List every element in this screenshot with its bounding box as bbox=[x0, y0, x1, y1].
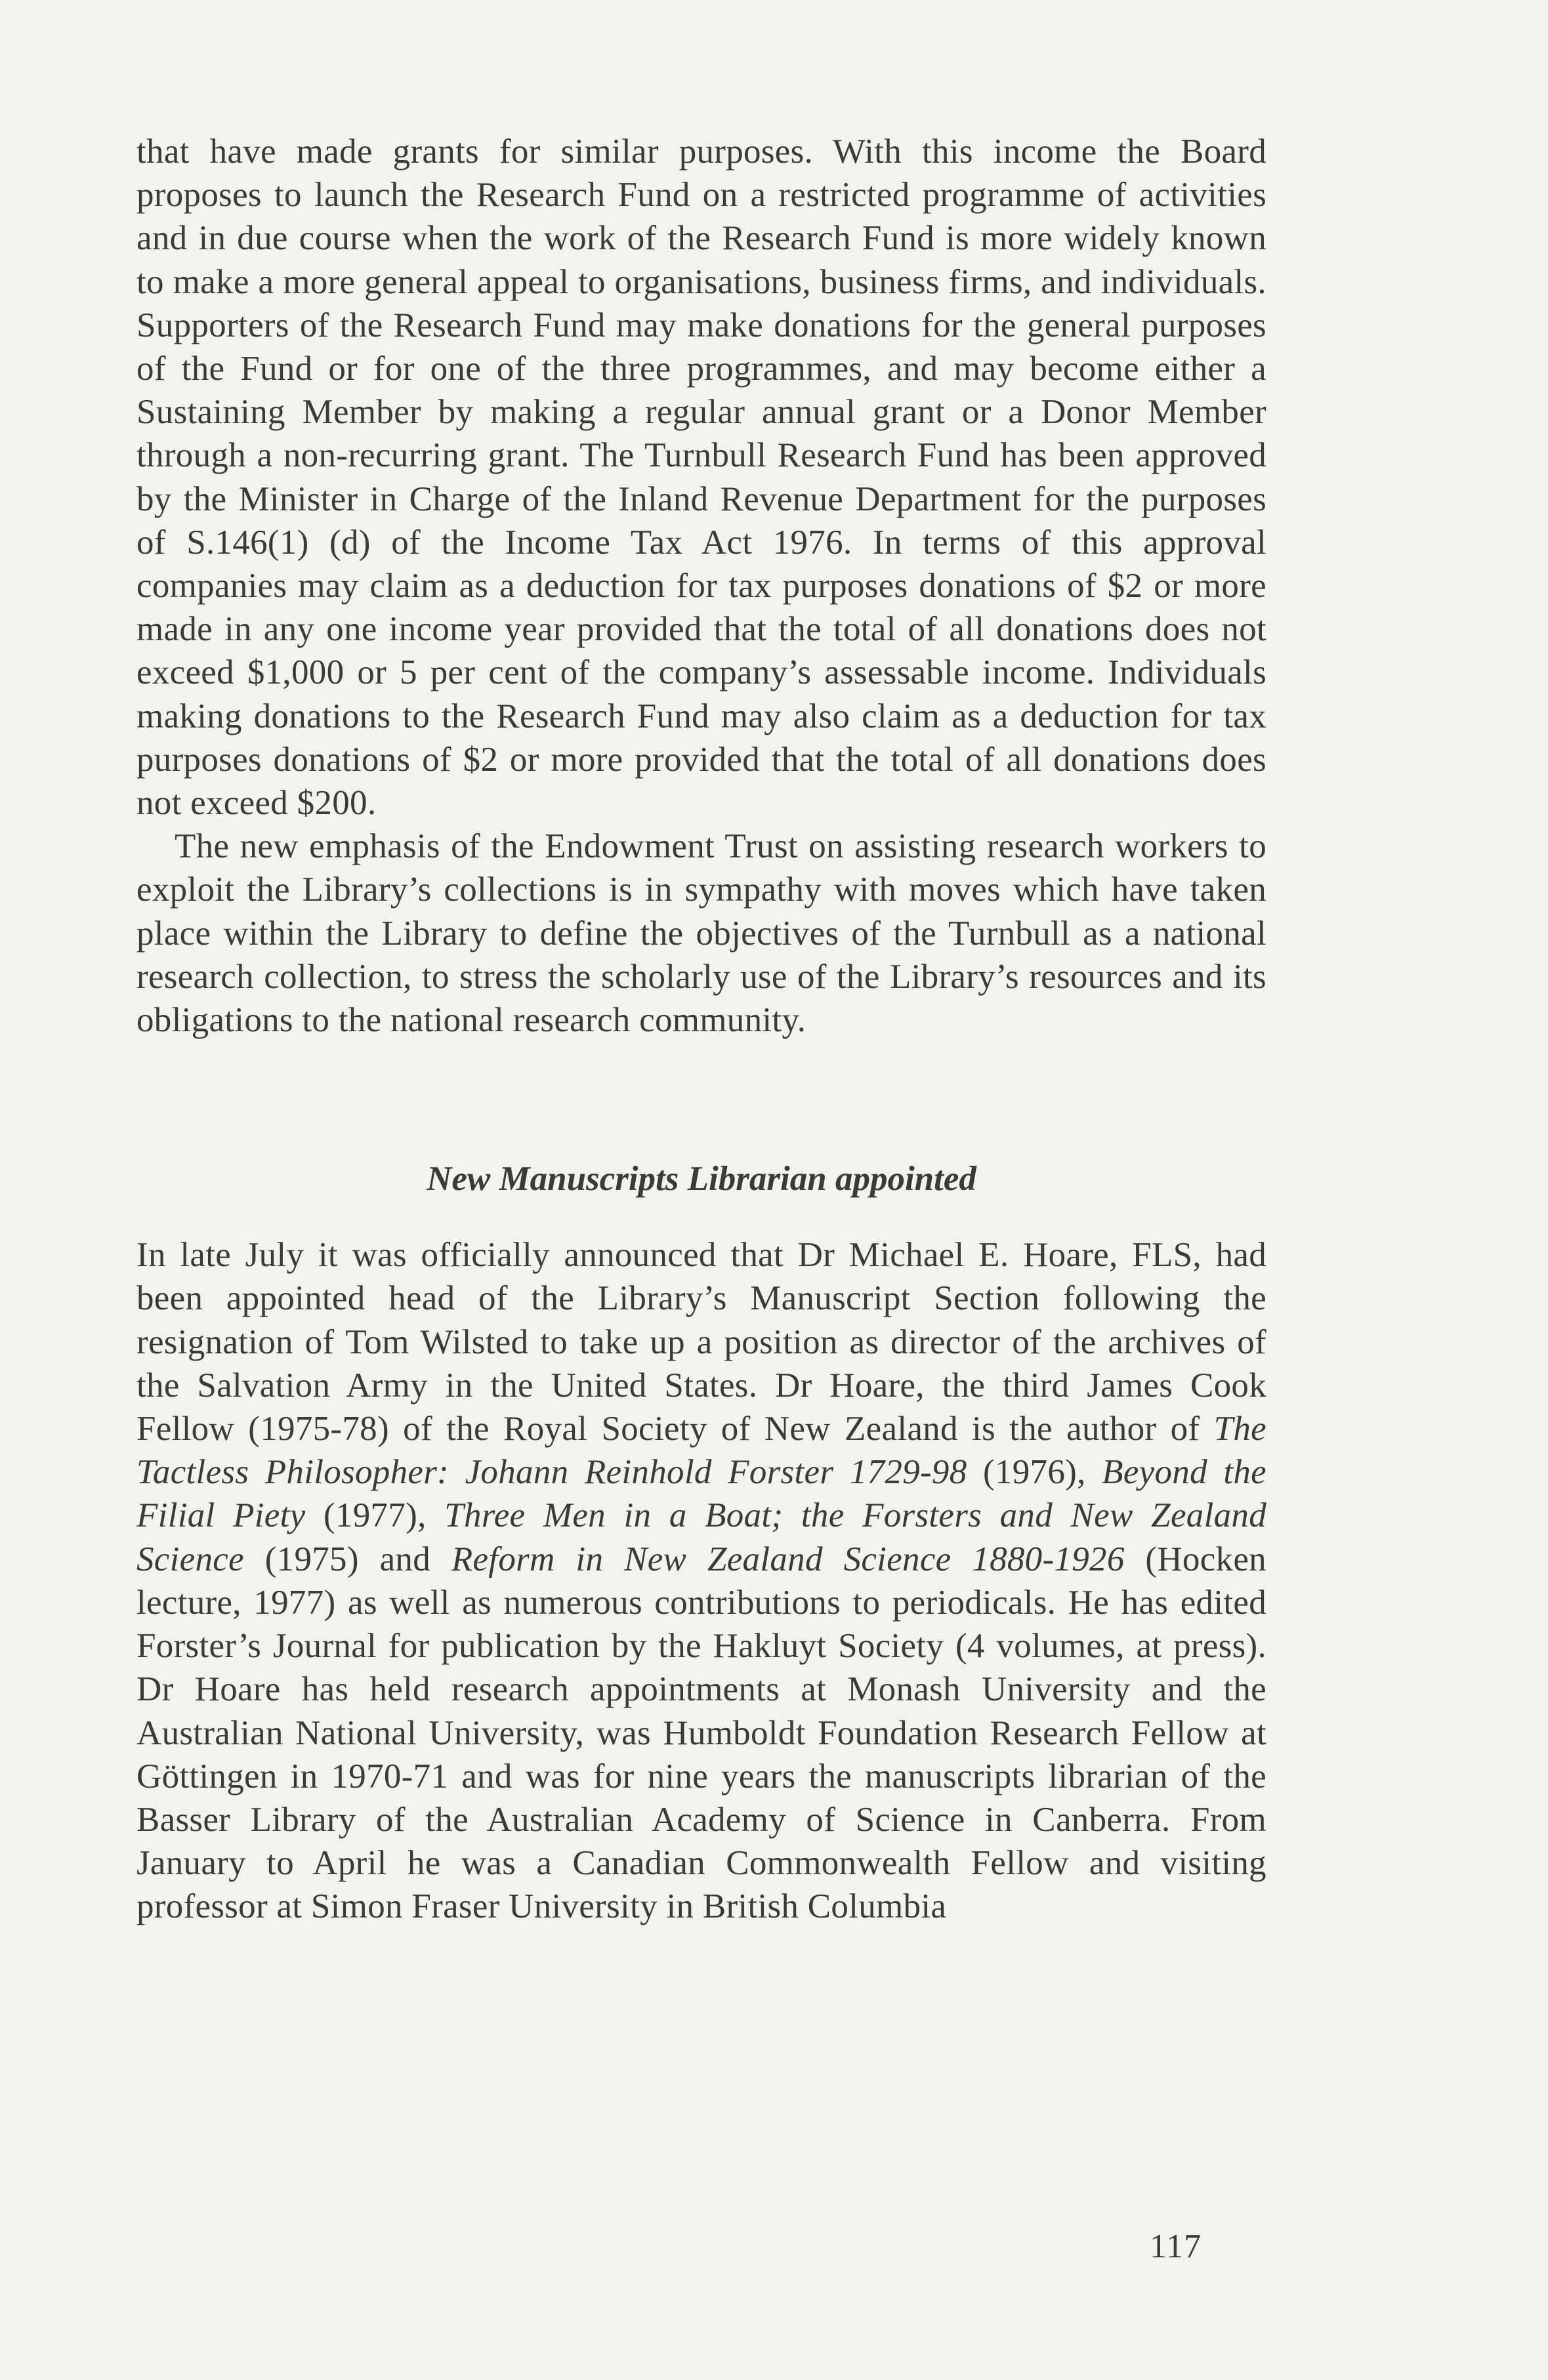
paragraph-text-segment: (1977), bbox=[305, 1496, 445, 1535]
book-title: Beyond the Filial Piety bbox=[136, 1453, 1267, 1535]
body-paragraph-research-fund: that have made grants for similar purposes. With this income the Board proposes to launch the Research Fund on a restricted programme of activities and in due course when the work of the Research Fund is more widely known to make a more general appeal to organisations, business firms, and individuals. Supporters of the Research Fund may make donations for the general purposes of the Fund or for one of the three programmes, and may become either a Sustaining Member by making a regular annual grant or a Donor Member through a non-recurring grant. The Turnbull Research Fund has been approved by the Minister in Charge of the Inland Revenue Department for the purposes of S.146(1) (d) of the Income Tax Act 1976. In terms of this approval companies may claim as a deduction for tax purposes donations of $2 or more made in any one income year provided that the total of all donations does not exceed $1,000 or 5 per cent of the company’s assessable income. Individuals making donations to the Research Fund may also claim as a deduction for tax purposes donations of $2 or more provided that the total of all donations does not exceed $200. bbox=[136, 133, 1266, 823]
body-paragraph-manuscripts-librarian bbox=[136, 1233, 1266, 1928]
book-title: Three Men in a Boat; the Forsters and New Zealand Science bbox=[136, 1496, 1267, 1578]
paragraph-text-segment: In late July it was officially announced that Dr Michael E. Hoare, FLS, had been appointed head of the Library’s Manuscript Section following the resignation of Tom Wilsted to take up a position as director of the archives of the Salvation Army in the United States. Dr Hoare, the third James Cook Fellow (1975-78) of the Royal Society of New Zealand is the author of bbox=[136, 1236, 1266, 1448]
paragraph-text-segment: (1976), bbox=[967, 1453, 1102, 1492]
page-number: 117 bbox=[1150, 2228, 1202, 2265]
paragraph-text-segment: (1975) and bbox=[243, 1540, 451, 1578]
paragraph-text-segment: (Hocken lecture, 1977) as well as numerous contributions to periodicals. He has edited Forster’s Journal for publication by the Hakluyt Society (4 volumes, at press). Dr Hoare has held research appointments at Monash University and the Australian National University, was Humboldt Foundation Research Fellow at Göttingen in 1970-71 and was for nine years the manuscripts librarian of the Basser Library of the Australian Academy of Science in Canberra. From January to April he was a Canadian Commonwealth Fellow and visiting professor at Simon Fraser University in British Columbia bbox=[136, 1540, 1266, 1926]
book-title: Reform in New Zealand Science 1880-1926 bbox=[451, 1540, 1125, 1578]
book-title: The Tactless Philosopher: Johann Reinhold Forster 1729-98 bbox=[136, 1410, 1266, 1492]
document-page bbox=[136, 130, 1266, 1929]
section-heading: New Manuscripts Librarian appointed bbox=[427, 1160, 976, 1199]
body-paragraph-endowment-trust: The new emphasis of the Endowment Trust on assisting research workers to exploit the Library’s collections is in sympathy with moves which have taken place within the Library to define the objectives of the Turnbull as a national research collection, to stress the scholarly use of the Library’s resources and its obligations to the national research community. bbox=[136, 827, 1266, 1040]
